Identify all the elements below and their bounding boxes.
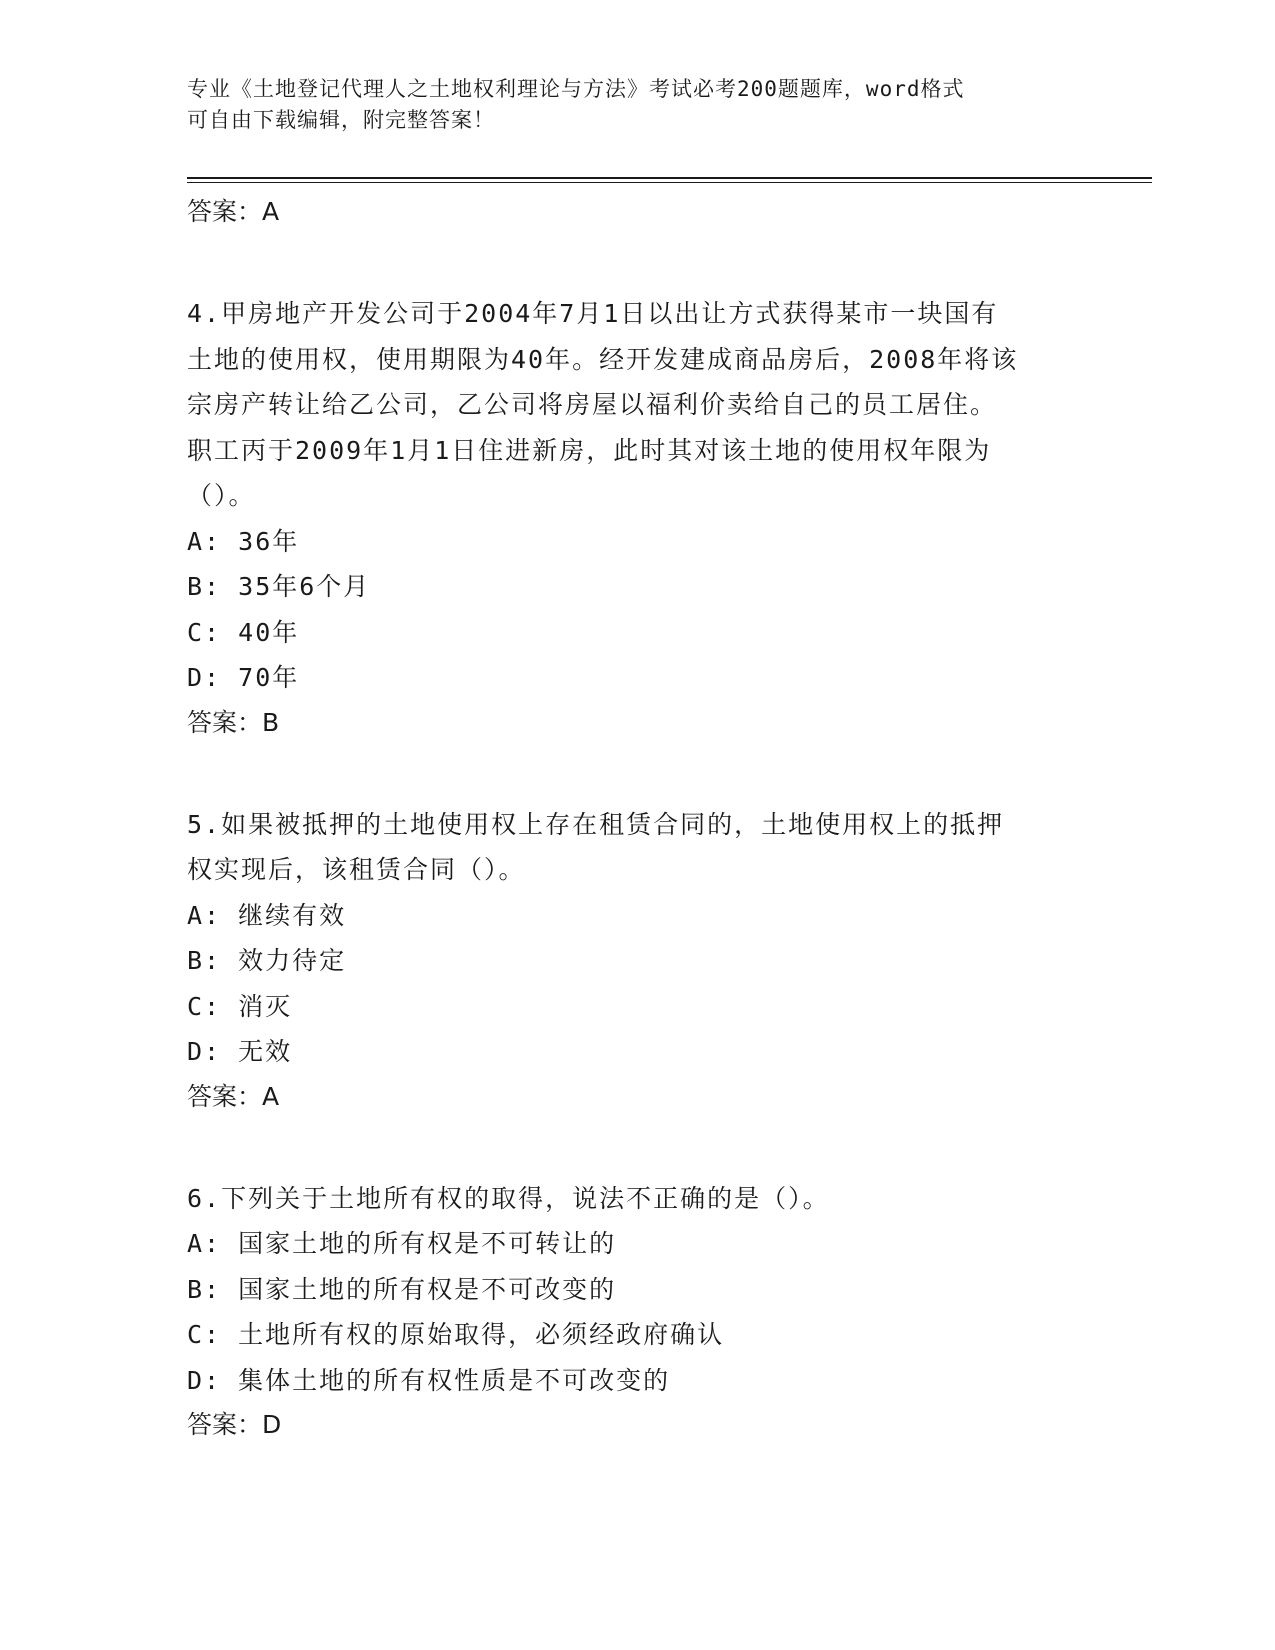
question-line: 权实现后，该租赁合同（）。 (187, 855, 526, 884)
question-6 (187, 1176, 1087, 1448)
option-a: A: 国家土地的所有权是不可转让的 (187, 1229, 617, 1258)
answer-label: 答案：A (187, 197, 280, 226)
question-line: 土地的使用权，使用期限为40年。经开发建成商品房后，2008年将该 (187, 344, 1019, 374)
header-divider-thin (187, 182, 1152, 183)
question-text (187, 291, 1087, 519)
option-c: C: 土地所有权的原始取得，必须经政府确认 (187, 1320, 725, 1349)
answer-label: 答案：D (187, 1410, 282, 1439)
question-line: 5.如果被抵押的土地使用权上存在租赁合同的，土地使用权上的抵押 (187, 809, 1005, 839)
option-a: A: 继续有效 (187, 900, 347, 930)
option-c: C: 消灭 (187, 991, 293, 1021)
question-line: 6.下列关于土地所有权的取得，说法不正确的是（）。 (187, 1183, 830, 1213)
option-b: B: 效力待定 (187, 946, 347, 975)
question-line: 宗房产转让给乙公司，乙公司将房屋以福利价卖给自己的员工居住。 (187, 390, 998, 419)
option-c: C: 40年 (187, 617, 300, 647)
document-header (187, 74, 1087, 136)
header-line-1: 专业《土地登记代理人之土地权利理论与方法》考试必考200题题库，word格式 (187, 77, 965, 101)
question-line: 4.甲房地产开发公司于2004年7月1日以出让方式获得某市一块国有 (187, 299, 999, 328)
answer-label: 答案：A (187, 1081, 280, 1111)
question-text (187, 802, 1087, 893)
option-b: B: 35年6个月 (187, 572, 371, 601)
option-a: A: 36年 (187, 526, 300, 556)
option-d: D: 集体土地的所有权性质是不可改变的 (187, 1365, 671, 1395)
question-list (187, 190, 1087, 1447)
question-5 (187, 802, 1087, 1119)
question-4 (187, 291, 1087, 745)
question-line: （）。 (187, 481, 256, 510)
question-text (187, 1176, 1087, 1222)
header-line-2: 可自由下载编辑，附完整答案！ (187, 108, 495, 132)
question-line: 职工丙于2009年1月1日住进新房，此时其对该土地的使用权年限为 (187, 435, 992, 465)
option-b: B: 国家土地的所有权是不可改变的 (187, 1274, 617, 1304)
answer-label: 答案：B (187, 707, 280, 737)
header-divider-thick (187, 177, 1152, 179)
option-d: D: 无效 (187, 1037, 293, 1066)
option-d: D: 70年 (187, 663, 300, 692)
